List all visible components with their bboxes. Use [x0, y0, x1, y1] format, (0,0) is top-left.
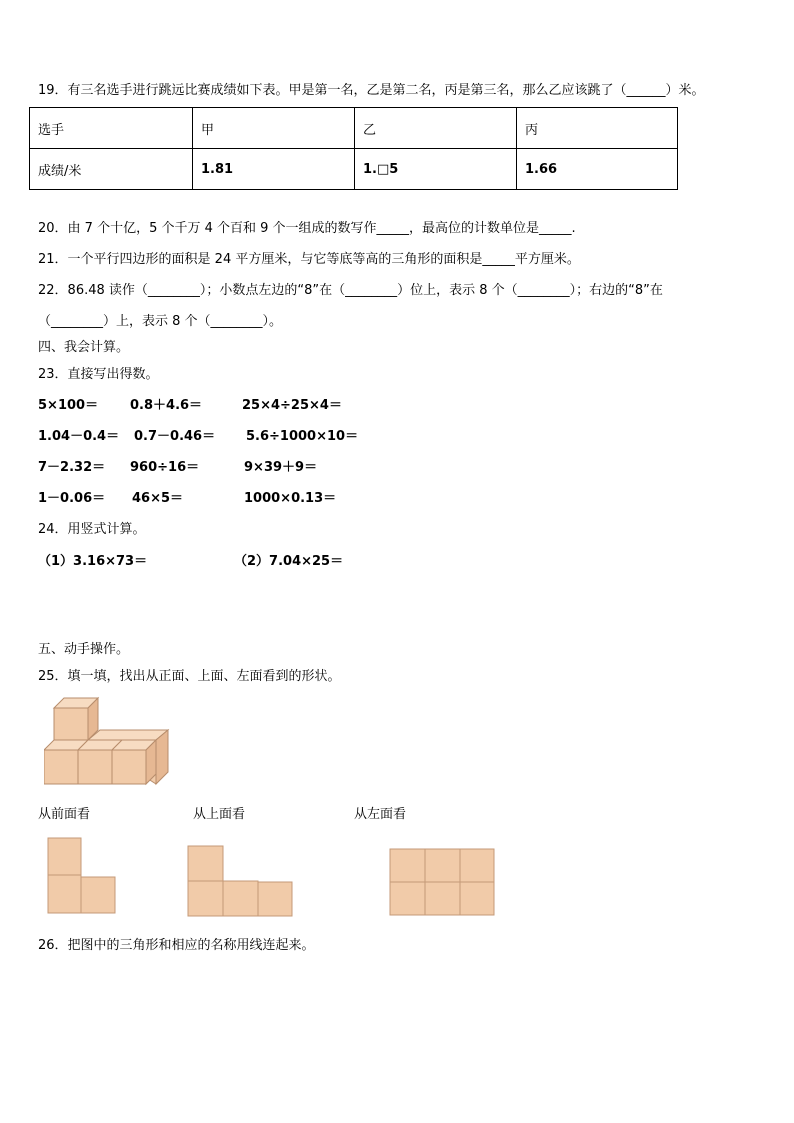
- view-square: [425, 849, 460, 882]
- calc-item: 0.7－0.46＝: [134, 429, 216, 444]
- cube-front-2: [78, 750, 112, 784]
- left-view-shape: [388, 847, 498, 919]
- view-square: [81, 877, 115, 913]
- question-24-title: 24．用竖式计算。: [38, 522, 146, 537]
- question-22-line-2: （________）上，表示 8 个（________）。: [38, 314, 283, 329]
- table-cell: 乙: [355, 108, 517, 149]
- table-row: [30, 149, 678, 190]
- cube-front-1: [44, 750, 78, 784]
- score-table: [29, 107, 678, 190]
- front-view-shape: [46, 836, 118, 916]
- calc-item: 7－2.32＝: [38, 460, 106, 475]
- section-5-title: 五、动手操作。: [38, 642, 130, 657]
- table-cell: 1.81: [193, 149, 355, 190]
- table-cell: 1.66: [517, 149, 678, 190]
- calc-item: 25×4÷25×4＝: [242, 398, 342, 413]
- view-square: [425, 882, 460, 915]
- cube-right-side: [156, 730, 168, 784]
- view-square: [390, 882, 425, 915]
- table-cell: 1.□5: [355, 149, 517, 190]
- section-4-title: 四、我会计算。: [38, 340, 130, 355]
- view-square: [48, 838, 81, 875]
- calc-item: 46×5＝: [132, 491, 184, 506]
- cube-stack-figure: [44, 696, 174, 788]
- question-25-title: 25．填一填，找出从正面、上面、左面看到的形状。: [38, 669, 341, 684]
- view-caption-front: 从前面看: [38, 807, 91, 822]
- question-23-title: 23．直接写出得数。: [38, 367, 159, 382]
- cube-front-3: [112, 750, 146, 784]
- question-22-line-1: 22．86.48 读作（________）；小数点左边的“8”在（________）位上，表示 8 个（________）；右边的“8”在: [38, 283, 663, 298]
- question-19-text: 19．有三名选手进行跳远比赛成绩如下表。甲是第一名，乙是第二名，丙是第三名，那么乙应该跳了（______）米。: [38, 83, 705, 98]
- view-square: [258, 882, 292, 916]
- view-square: [223, 881, 258, 916]
- calc-item: 0.8＋4.6＝: [130, 398, 203, 413]
- question-21-text: 21．一个平行四边形的面积是 24 平方厘米，与它等底等高的三角形的面积是_____平方厘米。: [38, 252, 580, 267]
- calc-item: 5×100＝: [38, 398, 99, 413]
- cube-top-front: [54, 708, 88, 740]
- calc-item: 5.6÷1000×10＝: [246, 429, 359, 444]
- table-cell: 甲: [193, 108, 355, 149]
- view-square: [188, 881, 223, 916]
- view-square: [188, 846, 223, 881]
- view-square: [460, 882, 494, 915]
- view-caption-top: 从上面看: [193, 807, 246, 822]
- calc-item: 960÷16＝: [130, 460, 200, 475]
- vertical-calc-item-2: （2）7.04×25＝: [234, 554, 344, 569]
- question-26-text: 26．把图中的三角形和相应的名称用线连起来。: [38, 938, 315, 953]
- cube-back-top: [88, 730, 168, 740]
- calc-item: 1－0.06＝: [38, 491, 106, 506]
- table-cell: 选手: [30, 108, 193, 149]
- view-square: [390, 849, 425, 882]
- vertical-calc-item-1: （1）3.16×73＝: [38, 554, 148, 569]
- calc-item: 1000×0.13＝: [244, 491, 337, 506]
- cube-group: [44, 698, 168, 784]
- table-cell: 成绩/米: [30, 149, 193, 190]
- view-square: [460, 849, 494, 882]
- view-square: [48, 875, 81, 913]
- top-view-shape: [186, 844, 296, 918]
- view-caption-left: 从左面看: [354, 807, 407, 822]
- table-cell: 丙: [517, 108, 678, 149]
- calc-item: 9×39＋9＝: [244, 460, 318, 475]
- calc-item: 1.04－0.4＝: [38, 429, 120, 444]
- table-row: [30, 108, 678, 149]
- question-20-text: 20．由 7 个十亿，5 个千万 4 个百和 9 个一组成的数写作_____，最高位的计数单位是_____.: [38, 221, 576, 236]
